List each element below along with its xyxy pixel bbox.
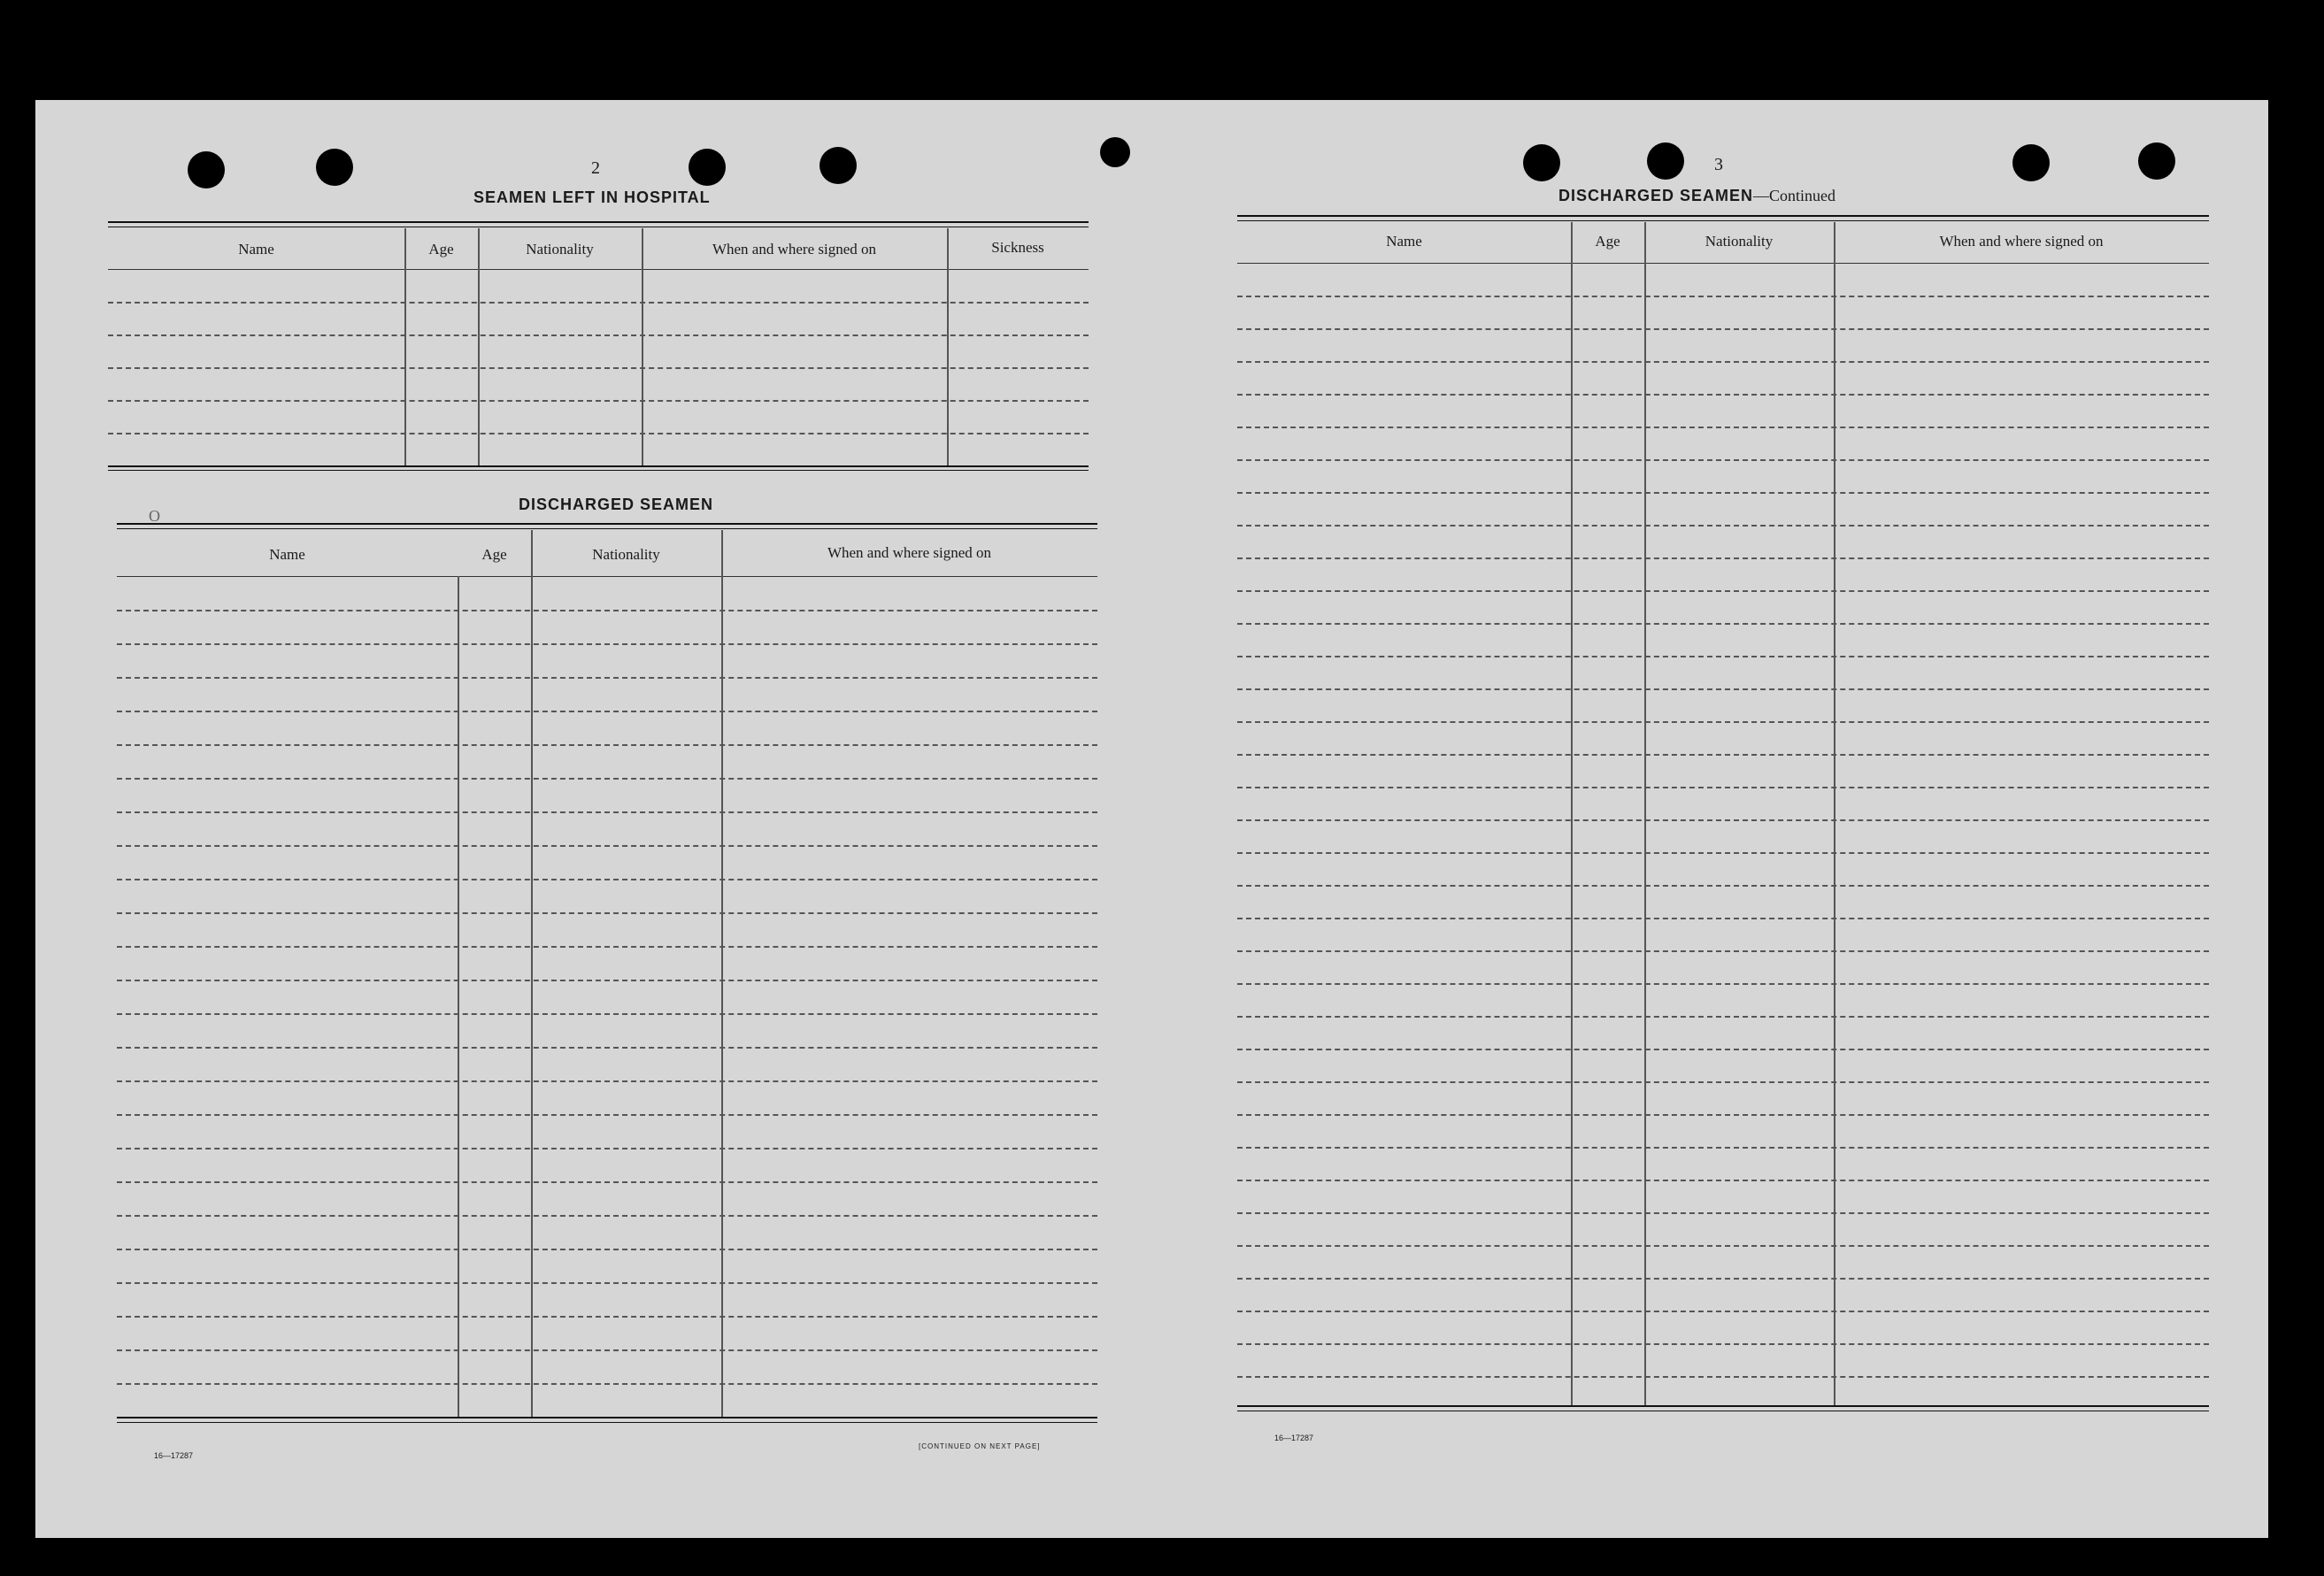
right-header-age: Age	[1595, 233, 1620, 250]
page-number-left: 2	[591, 158, 600, 178]
discharged-continued-title-main: DISCHARGED SEAMEN	[1558, 187, 1754, 204]
discharged-continued-title	[1558, 187, 1835, 205]
hospital-header-age: Age	[428, 241, 454, 258]
discharged-header-signed-on: When and where signed on	[827, 544, 992, 561]
hospital-table	[108, 221, 1089, 478]
punch-hole	[2012, 144, 2050, 181]
punch-hole	[1523, 144, 1560, 181]
punch-hole	[689, 149, 726, 186]
discharged-table-right	[1237, 215, 2209, 1427]
right-header-signed-on: When and where signed on	[1939, 233, 2104, 250]
right-header-nationality: Nationality	[1705, 233, 1774, 250]
right-header-name: Name	[1386, 233, 1422, 250]
punch-hole	[316, 149, 353, 186]
form-number-right: 16—17287	[1274, 1434, 1314, 1442]
hospital-section-title: SEAMEN LEFT IN HOSPITAL	[473, 188, 711, 206]
punch-hole	[1100, 137, 1130, 167]
continued-label: —Continued	[1753, 187, 1836, 204]
page-number-right: 3	[1714, 155, 1723, 174]
discharged-table-left	[117, 523, 1097, 1426]
punch-hole	[188, 151, 225, 188]
hospital-header-sickness: Sickness	[991, 239, 1044, 256]
punch-hole	[2138, 142, 2175, 180]
hospital-header-name: Name	[238, 241, 274, 258]
punch-hole	[820, 147, 857, 184]
hospital-header-signed-on: When and where signed on	[712, 241, 877, 258]
manifest-sheet	[35, 100, 2268, 1538]
form-number-left: 16—17287	[154, 1451, 194, 1460]
discharged-header-age: Age	[481, 546, 507, 563]
continued-note: [CONTINUED ON NEXT PAGE]	[919, 1442, 1041, 1450]
punch-hole	[1647, 142, 1684, 180]
discharged-header-name: Name	[269, 546, 305, 563]
hospital-header-nationality: Nationality	[526, 241, 594, 258]
discharged-header-nationality: Nationality	[592, 546, 660, 563]
margin-mark: O	[149, 507, 160, 525]
discharged-section-title: DISCHARGED SEAMEN	[519, 496, 714, 513]
